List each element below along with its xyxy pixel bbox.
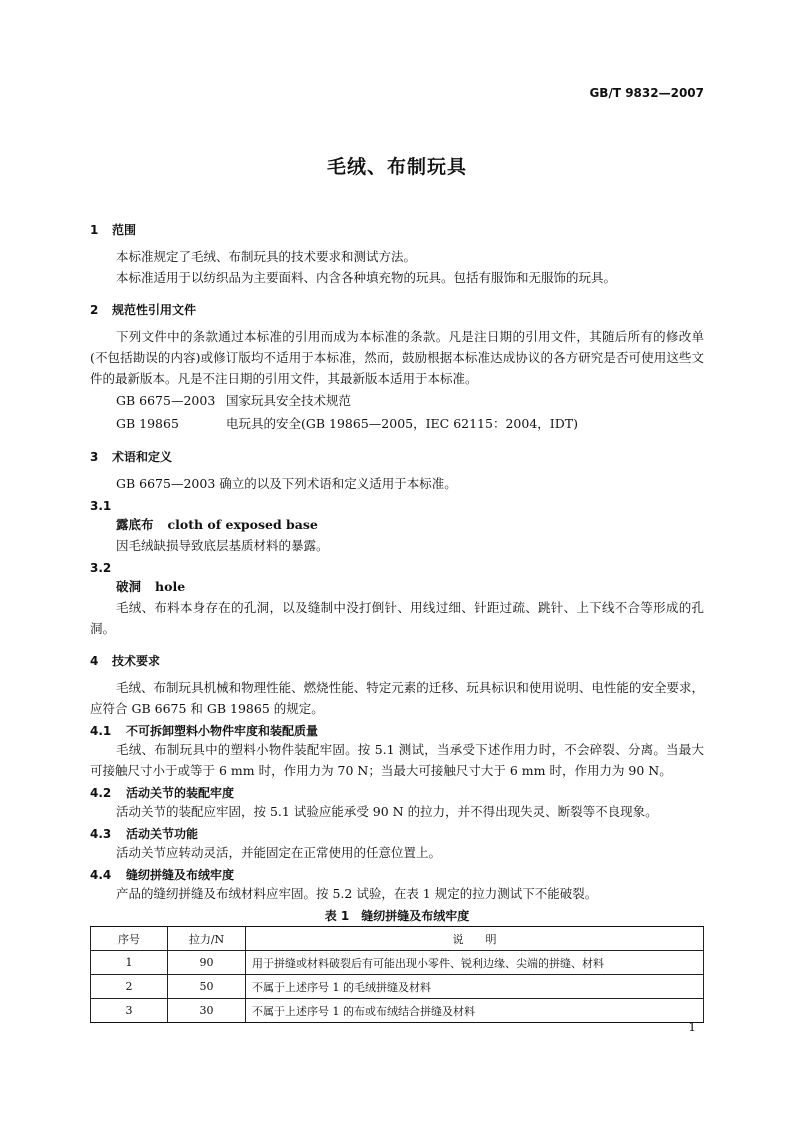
cell-seq: 3 <box>91 999 168 1023</box>
paragraph: 本标准规定了毛绒、布制玩具的技术要求和测试方法。 <box>116 249 417 264</box>
cell-description: 用于拼缝或材料破裂后有可能出现小零件、锐利边缘、尖端的拼缝、材料 <box>246 951 704 975</box>
section-number: 2 <box>90 303 99 317</box>
term-entry <box>90 514 704 535</box>
section-heading-3 <box>90 449 704 465</box>
cell-description: 不属于上述序号 1 的布或布绒结合拼缝及材料 <box>246 999 704 1023</box>
section-heading-4 <box>90 653 704 669</box>
cell-force: 30 <box>168 999 246 1023</box>
term-chinese: 露底布 <box>116 517 154 532</box>
term-definition: 毛绒、布料本身存在的孔洞，以及缝制中没打倒针、用线过细、针距过疏、跳针、上下线不合等形成的孔洞。 <box>90 600 704 636</box>
subsection-title: 不可拆卸塑料小物件牢度和装配质量 <box>126 724 319 738</box>
cell-seq: 1 <box>91 951 168 975</box>
table-header-row <box>91 927 704 951</box>
subsection-number: 4.3 <box>90 827 112 841</box>
reference-code: GB 19865 <box>116 416 179 431</box>
paragraph: 毛绒、布制玩具机械和物理性能、燃烧性能、特定元素的迁移、玩具标识和使用说明、电性能的安全要求，应符合 GB 6675 和 GB 19865 的规定。 <box>90 680 704 716</box>
section-heading-1 <box>90 222 704 238</box>
paragraph: 活动关节应转动灵活，并能固定在正常使用的任意位置上。 <box>116 845 442 860</box>
reference-title: 电玩具的安全(GB 19865—2005，IEC 62115：2004，IDT) <box>226 416 578 431</box>
subsection-heading <box>90 785 704 801</box>
section-title: 技术要求 <box>112 654 161 668</box>
table-caption: 表 1 缝纫拼缝及布绒牢度 <box>324 909 470 923</box>
paragraph: 下列文件中的条款通过本标准的引用而成为本标准的条款。凡是注日期的引用文件，其随后所有的修改单(不包括勘误的内容)或修订版均不适用于本标准，然而，鼓励根据本标准达成协议的各方研究是否可使用这些文件的最新版本。凡是不注日期的引用文件，其最新版本适用于本标准。 <box>90 329 704 386</box>
column-header-description: 说 明 <box>246 927 704 951</box>
paragraph: 活动关节的装配应牢固，按 5.1 试验应能承受 90 N 的拉力，并不得出现失灵、断裂等不良现象。 <box>116 804 658 819</box>
term-chinese: 破洞 <box>116 579 142 594</box>
subsection-title: 缝纫拼缝及布绒牢度 <box>126 868 235 882</box>
term-definition: 因毛绒缺损导致底层基质材料的暴露。 <box>116 538 329 553</box>
paragraph: 本标准适用于以纺织品为主要面料、内含各种填充物的玩具。包括有服饰和无服饰的玩具。 <box>116 270 617 285</box>
subsection-title: 活动关节的装配牢度 <box>126 786 235 800</box>
subsection-heading <box>90 723 704 739</box>
seam-strength-table <box>90 926 704 1023</box>
cell-force: 90 <box>168 951 246 975</box>
subsection-number: 4.4 <box>90 868 112 882</box>
cell-seq: 2 <box>91 975 168 999</box>
document-body <box>90 222 704 1023</box>
normative-reference <box>90 389 704 412</box>
subsection-heading <box>90 826 704 842</box>
term-number: 3.1 <box>90 499 112 513</box>
subsection-number: 4.2 <box>90 786 112 800</box>
term-entry <box>90 576 704 597</box>
standard-number: GB/T 9832—2007 <box>589 86 704 100</box>
subsection-heading <box>90 867 704 883</box>
section-number: 1 <box>90 223 99 237</box>
section-title: 范围 <box>112 223 137 237</box>
section-number: 4 <box>90 654 99 668</box>
column-header-force: 拉力/N <box>168 927 246 951</box>
reference-code: GB 6675—2003 <box>116 393 216 408</box>
section-title: 术语和定义 <box>112 450 173 464</box>
cell-force: 50 <box>168 975 246 999</box>
column-header-seq: 序号 <box>91 927 168 951</box>
paragraph: 产品的缝纫拼缝及布绒材料应牢固。按 5.2 试验，在表 1 规定的拉力测试下不能破裂。 <box>116 886 598 901</box>
normative-reference <box>90 412 704 435</box>
cell-description: 不属于上述序号 1 的毛绒拼缝及材料 <box>246 975 704 999</box>
term-english: cloth of exposed base <box>167 517 318 532</box>
term-english: hole <box>155 579 186 594</box>
section-number: 3 <box>90 450 99 464</box>
table-row <box>91 951 704 975</box>
paragraph: 毛绒、布制玩具中的塑料小物件装配牢固。按 5.1 测试，当承受下述作用力时，不会碎裂、分离。当最大可接触尺寸小于或等于 6 mm 时，作用力为 70 N；当最大可接触尺寸大于 6 mm 时，作用力为 90 N。 <box>90 742 704 778</box>
subsection-number: 4.1 <box>90 724 112 738</box>
document-title: 毛绒、布制玩具 <box>326 156 467 178</box>
table-row <box>91 999 704 1023</box>
section-title: 规范性引用文件 <box>112 303 197 317</box>
table-row <box>91 975 704 999</box>
paragraph: GB 6675—2003 确立的以及下列术语和定义适用于本标准。 <box>116 476 457 491</box>
section-heading-2 <box>90 302 704 318</box>
reference-title: 国家玩具安全技术规范 <box>226 393 352 408</box>
subsection-title: 活动关节功能 <box>126 827 199 841</box>
page-number: 1 <box>688 1020 696 1034</box>
term-number: 3.2 <box>90 561 112 575</box>
